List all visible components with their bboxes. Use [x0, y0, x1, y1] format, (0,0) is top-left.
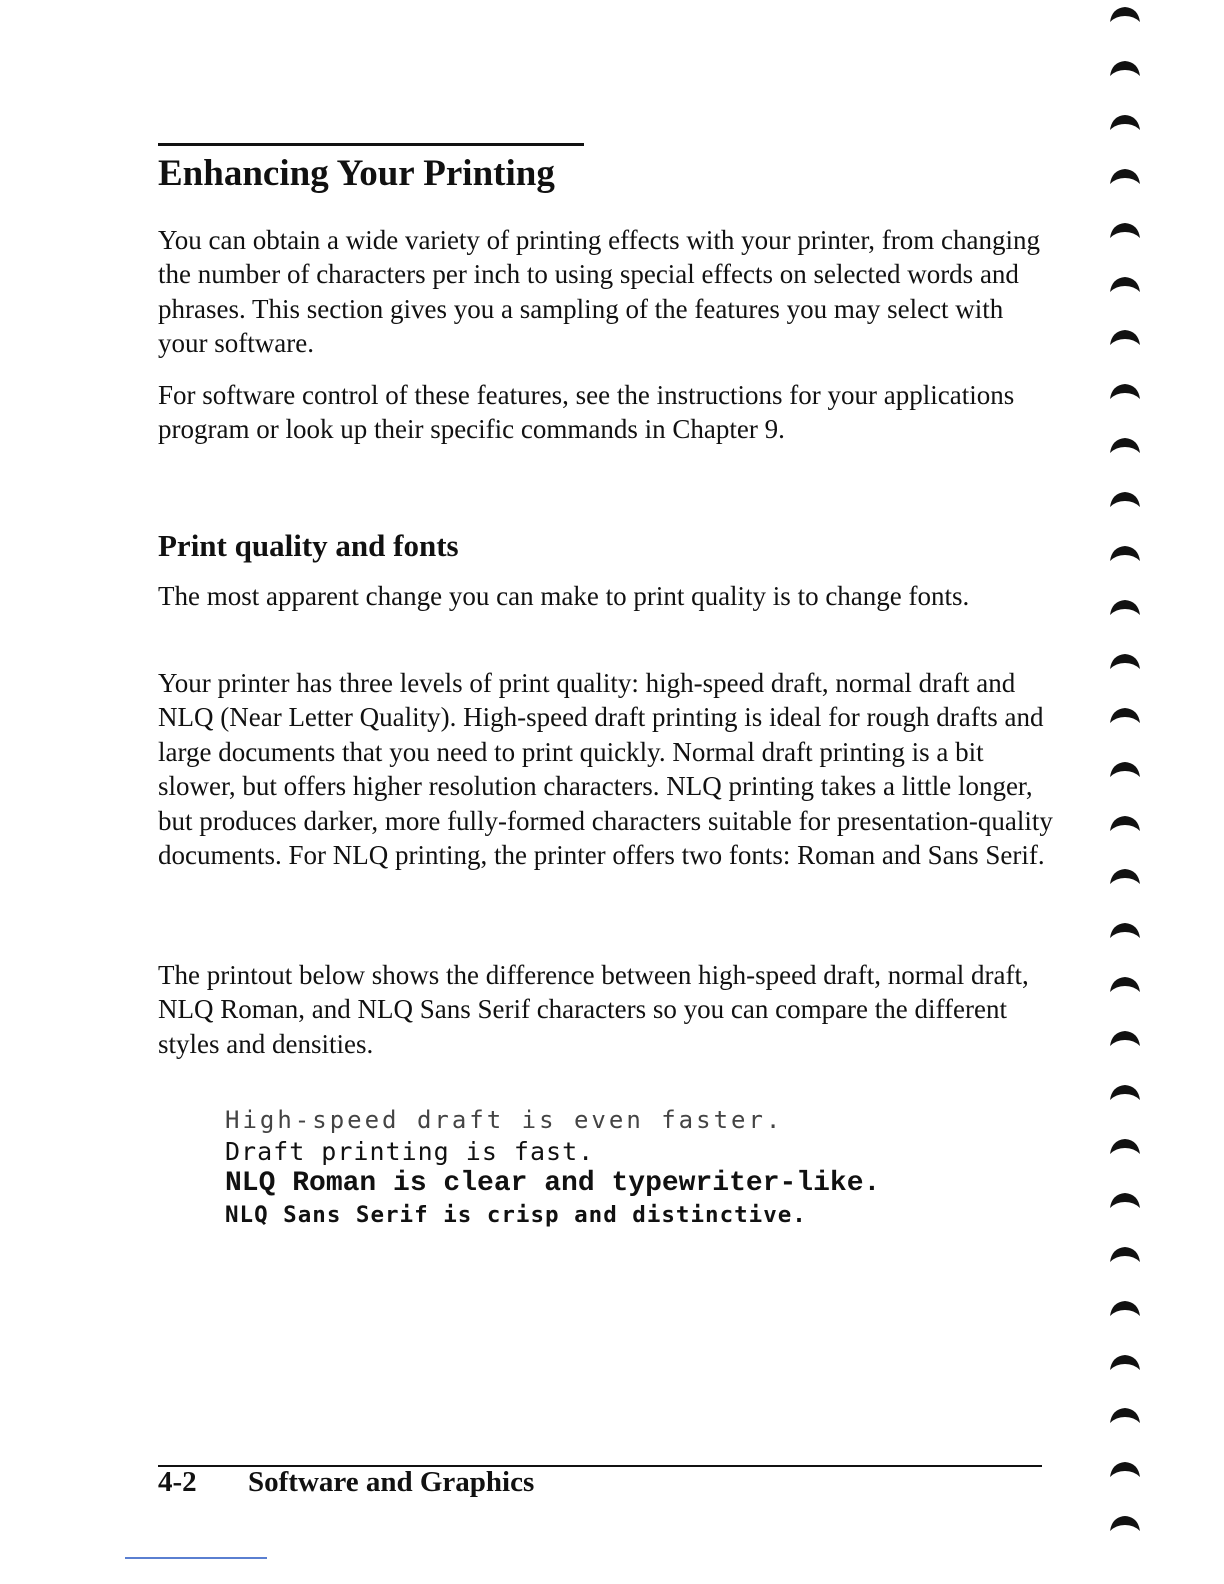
sample-normal-draft: Draft printing is fast. — [225, 1137, 595, 1166]
title-rule — [158, 143, 584, 146]
binding-hole-icon — [1108, 1352, 1142, 1372]
subsection-heading: Print quality and fonts — [158, 528, 459, 563]
section-title: Enhancing Your Printing — [158, 153, 555, 194]
binding-hole-icon — [1108, 1405, 1142, 1425]
binding-hole-icon — [1108, 4, 1142, 24]
binding-hole-icon — [1108, 651, 1142, 671]
binding-hole-icon — [1108, 1298, 1142, 1318]
printout-samples — [225, 1104, 1045, 1230]
sample-nlq-sans-serif: NLQ Sans Serif is crisp and distinctive. — [225, 1202, 807, 1228]
chapter-title: Software and Graphics — [248, 1466, 535, 1498]
scan-artifact-line — [125, 1557, 267, 1559]
binding-hole-icon — [1108, 112, 1142, 132]
binding-hole-icon — [1108, 58, 1142, 78]
binding-hole-icon — [1108, 1244, 1142, 1264]
binding-holes — [1108, 0, 1148, 1584]
page-number: 4-2 — [158, 1466, 197, 1498]
binding-hole-icon — [1108, 920, 1142, 940]
binding-hole-icon — [1108, 974, 1142, 994]
binding-hole-icon — [1108, 274, 1142, 294]
binding-hole-icon — [1108, 1136, 1142, 1156]
page-footer — [158, 1464, 534, 1500]
binding-hole-icon — [1108, 1459, 1142, 1479]
binding-hole-icon — [1108, 1082, 1142, 1102]
binding-hole-icon — [1108, 1028, 1142, 1048]
binding-hole-icon — [1108, 1190, 1142, 1210]
binding-hole-icon — [1108, 543, 1142, 563]
sample-high-speed-draft: High-speed draft is even faster. — [225, 1106, 784, 1134]
binding-hole-icon — [1108, 1513, 1142, 1533]
binding-hole-icon — [1108, 220, 1142, 240]
binding-hole-icon — [1108, 759, 1142, 779]
print-quality-paragraph-2: Your printer has three levels of print quality: high-speed draft, normal draft and NLQ (Near Letter Quality). High-speed draft printing is ideal for rough drafts and large documents that you need to print quickly. Normal draft printing is a bit slower, but offers higher resolution characters. NLQ printing takes a little longer, but produces darker, more fully-formed characters suitable for presentation-quality documents. For NLQ printing, the printer offers two fonts: Roman and Sans Serif. — [158, 668, 1053, 871]
binding-hole-icon — [1108, 381, 1142, 401]
sample-nlq-roman: NLQ Roman is clear and typewriter-like. — [225, 1168, 881, 1199]
binding-hole-icon — [1108, 705, 1142, 725]
print-quality-paragraph-1: The most apparent change you can make to print quality is to change fonts. — [158, 581, 970, 611]
intro-paragraph-1: You can obtain a wide variety of printing effects with your printer, from changing the number of characters per inch to using special effects on selected words and phrases. This section gives you a sampling of the features you may select with your software. — [158, 225, 1040, 359]
binding-hole-icon — [1108, 866, 1142, 886]
intro-paragraph-2: For software control of these features, see the instructions for your applications program or look up their specific commands in Chapter 9. — [158, 380, 1015, 445]
binding-hole-icon — [1108, 327, 1142, 347]
binding-hole-icon — [1108, 166, 1142, 186]
binding-hole-icon — [1108, 597, 1142, 617]
binding-hole-icon — [1108, 489, 1142, 509]
print-quality-paragraph-3: The printout below shows the difference between high-speed draft, normal draft, NLQ Roman, and NLQ Sans Serif characters so you can compare the different styles and densities. — [158, 960, 1029, 1059]
binding-hole-icon — [1108, 435, 1142, 455]
binding-hole-icon — [1108, 813, 1142, 833]
